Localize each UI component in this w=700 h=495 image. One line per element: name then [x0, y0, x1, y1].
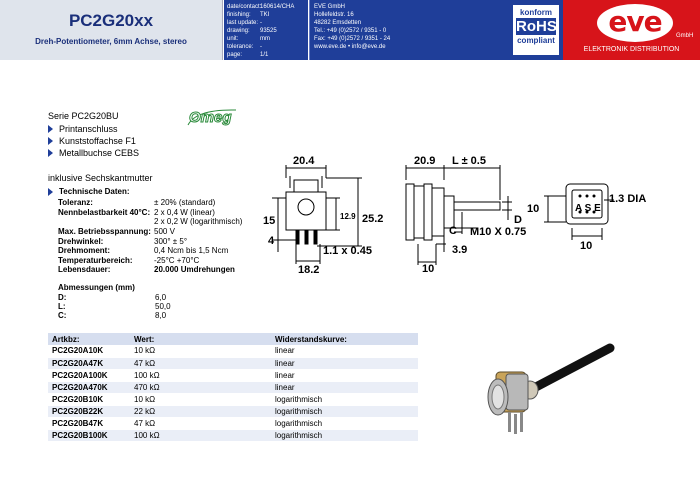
tech-heading: Technische Daten:: [48, 187, 130, 196]
dim-label: 20.9: [414, 155, 436, 167]
dimension-row: L: 50,0: [58, 302, 171, 311]
dim-label: M10 X 0.75: [470, 226, 527, 238]
feature-item: Printanschluss: [48, 124, 118, 134]
feature-item: Metallbuchse CEBS: [48, 148, 139, 158]
dim-label: 4: [268, 235, 275, 247]
table-row: PC2G20A10K 10 kΩ linear: [48, 345, 418, 357]
city: 48282 Emsdetten: [314, 20, 362, 26]
tech-spec-list: Toleranz: ± 20% (standard) Nennbelastbarkeit 40°C: 2 x 0,4 W (linear) 2 x 0,2 W (logarithmisch) Max. Betriebsspannung: 500 V Drehwinkel: 300° ± 5° Drehmoment: 0,4 Ncm bis 1,5 Ncm Temperaturbereich: -25°C +70°C Lebensdauer: 20.000 Umdrehungen: [58, 198, 243, 274]
extra-note: inklusive Sechskantmutter: [48, 173, 153, 183]
dim-label: D: [514, 214, 522, 226]
table-row: PC2G20A470K 470 kΩ linear: [48, 381, 418, 393]
dim-label: 15: [263, 215, 276, 227]
table-row: PC2G20A47K 47 kΩ linear: [48, 357, 418, 369]
document-title: PC2G20xx: [68, 11, 154, 30]
meta-row: date/contact: 160614/CHA: [227, 4, 295, 10]
svg-text:Omeg: Omeg: [189, 109, 232, 126]
meta-row: unit: mm: [227, 36, 270, 42]
dim-label: C: [449, 225, 457, 237]
document-subtitle: Dreh-Potentiometer, 6mm Achse, stereo: [35, 37, 187, 46]
meta-row: drawing: 93525: [227, 28, 277, 34]
table-row: PC2G20B100K 100 kΩ logarithmisch: [48, 429, 418, 441]
eve-brand-block: eve GmbH ELEKTRONIK DISTRIBUTION: [563, 0, 700, 60]
web-link[interactable]: www.eve.de • info@eve.de: [314, 44, 386, 50]
table-row: PC2G20B22K 22 kΩ logarithmisch: [48, 405, 418, 417]
series-label: Serie PC2G20BU: [48, 111, 119, 121]
meta-row: page: 1/1: [227, 52, 269, 58]
dim-label: 10: [580, 240, 593, 252]
table-row: PC2G20B10K 10 kΩ logarithmisch: [48, 393, 418, 405]
dim-label: L ± 0.5: [452, 155, 486, 167]
dim-label: 12.9: [340, 212, 356, 221]
phone: Tel.: +49 (0)2572 / 9351 - 0: [314, 28, 387, 34]
table-row: PC2G20A100K 100 kΩ linear: [48, 369, 418, 381]
product-photo: [488, 348, 610, 434]
eve-tagline: ELEKTRONIK DISTRIBUTION: [583, 46, 680, 53]
dim-label: 1.3 DIA: [609, 193, 647, 205]
dim-label: 3.9: [452, 244, 468, 256]
dimension-row: D: 6,0: [58, 293, 167, 302]
company-name: EVE GmbH: [314, 4, 346, 10]
dim-label: A S E: [575, 203, 601, 214]
eve-logo: eve: [597, 4, 673, 42]
dim-label: 1.1 x 0.45: [323, 245, 372, 257]
dim-label: 20.4: [293, 155, 315, 167]
column-header: Wert:: [130, 333, 271, 345]
feature-item: Kunststoffachse F1: [48, 136, 136, 146]
meta-row: finishing: TKI: [227, 12, 270, 18]
fax: Fax: +49 (0)2572 / 9351 - 24: [314, 36, 391, 42]
dim-label: 25.2: [362, 213, 384, 225]
dim-label: 10: [527, 203, 540, 215]
dimension-row: C: 8,0: [58, 311, 167, 320]
column-header: Artkbz:: [48, 333, 130, 345]
column-header: Widerstandskurve:: [271, 333, 418, 345]
table-row: PC2G20B47K 47 kΩ logarithmisch: [48, 417, 418, 429]
meta-row: last update: -: [227, 20, 262, 26]
dim-label: 18.2: [298, 264, 320, 276]
dim-label: 10: [422, 263, 435, 275]
street: Hollefeldstr. 16: [314, 12, 354, 18]
dimensions-heading: Abmessungen (mm): [58, 283, 135, 292]
rohs-badge: konform RoHS compliant: [512, 4, 560, 56]
meta-row: tolerance: -: [227, 44, 262, 50]
